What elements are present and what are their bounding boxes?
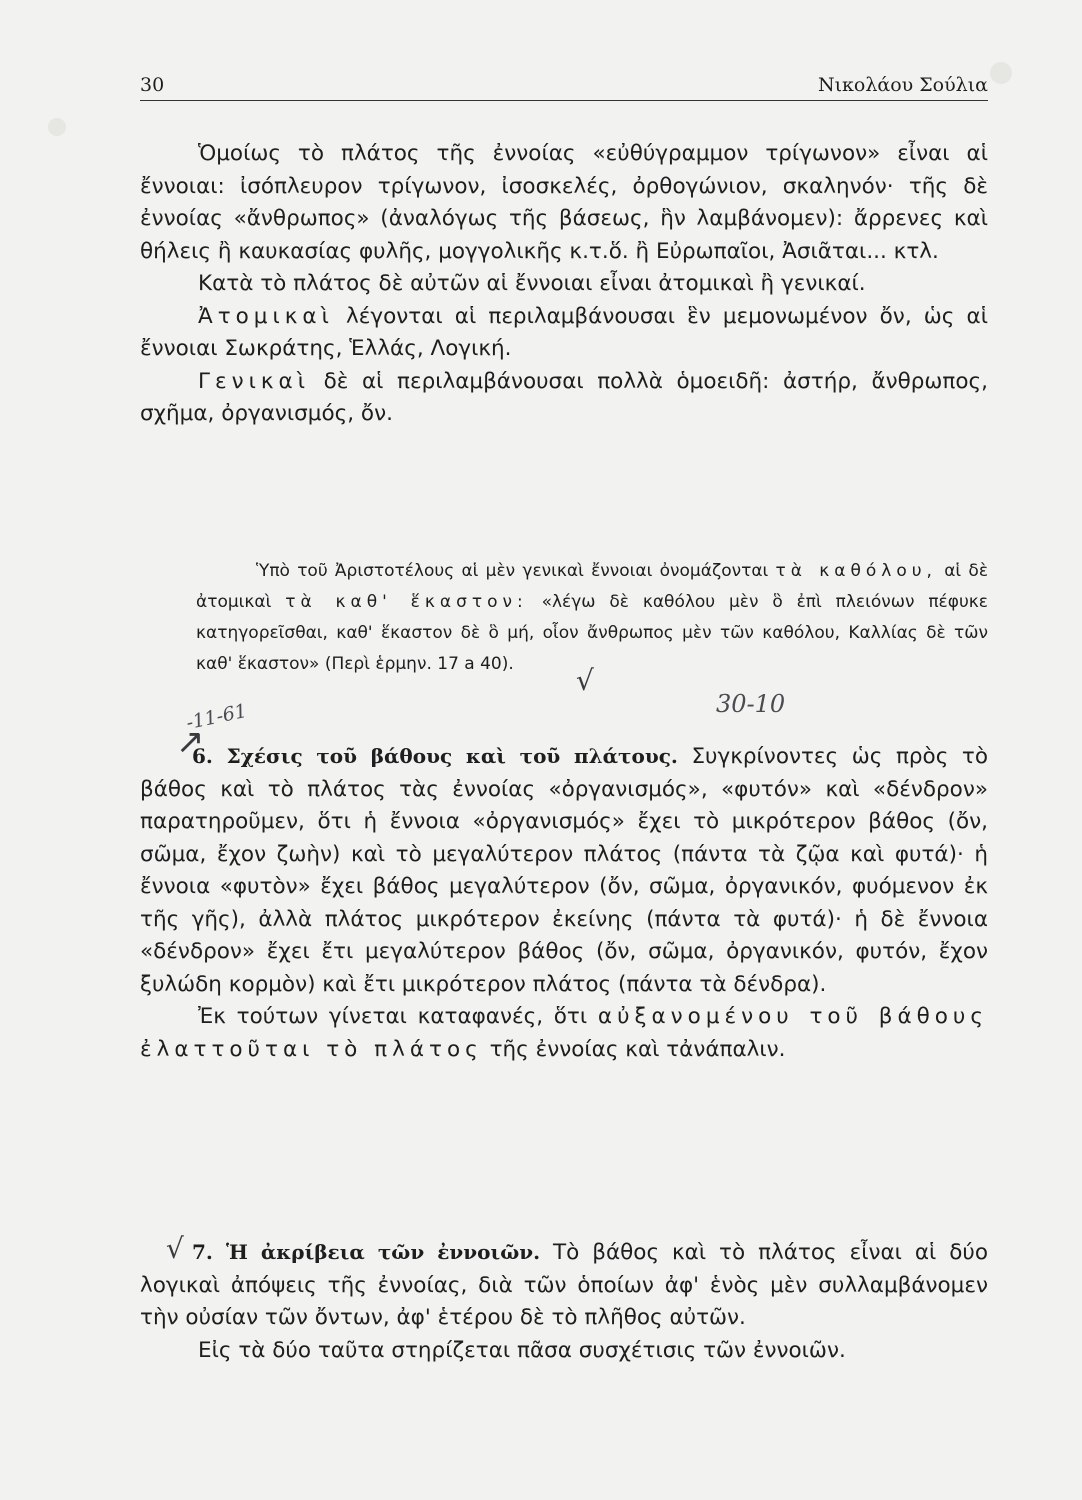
paragraph-text: δὲ αἱ περιλαμβάνουσαι πολλὰ ὁμοειδῆ: ἀστήρ, ἄνθρωπος, σχῆμα, ὀργανισμός, ὄν. <box>140 368 988 426</box>
main-text <box>140 138 988 431</box>
note-text: Ὑπὸ τοῦ Ἀριστοτέλους αἱ μὲν γενικαὶ ἔννοιαι ὀνομάζονται <box>256 561 769 581</box>
paper-stain <box>48 118 66 136</box>
running-head: Νικολάου Σούλια <box>817 74 988 96</box>
handwritten-annotation-left: -11-61 <box>184 699 249 735</box>
note-term-katholou: τὰ καθόλου, <box>775 561 937 581</box>
term-atomic: Ἀτομικαὶ <box>198 303 334 329</box>
page-number: 30 <box>140 74 165 96</box>
check-mark-icon: √ <box>576 664 594 697</box>
note-quote: «λέγω δὲ καθόλου μὲν ὃ ἐπὶ πλειόνων πέφυκε κατηγορεῖσθαι, καθ' ἕκαστον δὲ ὃ μή, οἷον ἄνθρωπος μὲν τῶν καθόλου, Καλλίας δὲ τῶν καθ' ἕκαστον» (Περὶ ἑρμην. 17 a 40). <box>196 592 989 674</box>
note-text: αἱ δὲ ἀτομικαὶ <box>196 561 989 612</box>
page-header <box>140 70 988 101</box>
section-6 <box>140 740 988 1066</box>
section-6-text: Συγκρίνοντες ὡς πρὸς τὸ βάθος καὶ τὸ πλάτος τὰς ἐννοίας «ὀργανισμός», «φυτόν» καὶ «δένδρον» παρατηροῦμεν, ὅτι ἡ ἔννοια «ὀργανισμός» ἔχει τὸ μικρότερον βάθος (ὄν, σῶμα, ἔχον ζωὴν) καὶ τὸ μεγαλύτερον πλάτος (πάντα τὰ ζῷα καὶ φυτά)· ἡ ἔννοια «φυτὸν» ἔχει βάθος μεγαλύτερον (ὄν, σῶμα, ὀργανικόν, φυόμενον ἐκ τῆς γῆς), ἀλλὰ πλάτος μικρότερον ἐκείνης (πάντα τὰ φυτά)· ἡ δὲ ἔννοια «δένδρον» ἔχει ἔτι μεγαλύτερον βάθος (ὄν, σῶμα, ὀργανικόν, φυτόν, ἔχον ξυλώδη κορμὸν) καὶ ἔτι μικρότερον πλάτος (πάντα τὰ δένδρα). <box>140 744 988 997</box>
paper-stain <box>990 62 1012 84</box>
section-7-text: Τὸ βάθος καὶ τὸ πλάτος εἶναι αἱ δύο λογικαὶ ἀπόψεις τῆς ἐννοίας, διὰ τῶν ὁποίων ἀφ' ἑνὸς μὲν συλλαμβάνομεν τὴν οὐσίαν τῶν ὄντων, ἀφ' ἑτέρου δὲ τὸ πλῆθος αὐτῶν. <box>140 1240 988 1330</box>
check-mark-icon: ↗ <box>176 722 205 762</box>
check-mark-icon: √ <box>166 1232 184 1265</box>
paragraph <box>140 366 988 431</box>
paragraph: Ὁμοίως τὸ πλάτος τῆς ἐννοίας «εὐθύγραμμον τρίγωνον» εἶναι αἱ ἔννοιαι: ἰσόπλευρον τρίγωνον, ἰσοσκελές, ὀρθογώνιον, σκαληνόν· τῆς δὲ ἐννοίας «ἄνθρωπος» (ἀναλόγως τῆς βάσεως, ἣν λαμβάνομεν): ἄρρενες καὶ θήλεις ἢ καυκασίας φυλῆς, μογγολικῆς κ.τ.ὅ. ἢ Εὐρωπαῖοι, Ἀσιᾶται... κτλ. <box>140 141 988 264</box>
paragraph-text: λέγονται αἱ περιλαμβάνουσαι ἓν μεμονωμένον ὄν, ὡς αἱ ἔννοιαι Σωκράτης, Ἑλλάς, Λογική. <box>140 303 988 361</box>
paragraph: Κατὰ τὸ πλάτος δὲ αὐτῶν αἱ ἔννοιαι εἶναι ἀτομικαὶ ἢ γενικαί. <box>198 271 866 296</box>
section-6-paragraph <box>140 740 988 1001</box>
section-6-heading: 6. Σχέσις τοῦ βάθους καὶ τοῦ πλάτους. <box>192 744 678 768</box>
handwritten-annotation-right: 30-10 <box>716 690 786 718</box>
footnote-block <box>196 556 988 680</box>
conclusion-text: τῆς ἐννοίας καὶ τἀνάπαλιν. <box>489 1036 786 1062</box>
section-6-conclusion <box>140 1001 988 1066</box>
term-general: Γενικαὶ <box>198 368 311 394</box>
conclusion-text: Ἐκ τούτων γίνεται καταφανές, ὅτι <box>198 1004 588 1029</box>
note-term-kath-ekaston: τὰ καθ' ἕκαστον: <box>285 592 528 612</box>
section-7-heading: 7. Ἡ ἀκρίβεια τῶν ἐννοιῶν. <box>192 1240 541 1264</box>
section-7-paragraph <box>140 1236 988 1335</box>
section-7 <box>140 1236 988 1367</box>
note-paragraph <box>196 556 988 680</box>
section-7-last: Εἰς τὰ δύο ταῦτα στηρίζεται πᾶσα συσχέτισις τῶν ἐννοιῶν. <box>198 1337 846 1363</box>
conclusion-emphasis: αὐξανομένου τοῦ βάθους ἐλαττοῦται τὸ πλάτος <box>140 1004 988 1062</box>
paragraph <box>140 301 988 366</box>
